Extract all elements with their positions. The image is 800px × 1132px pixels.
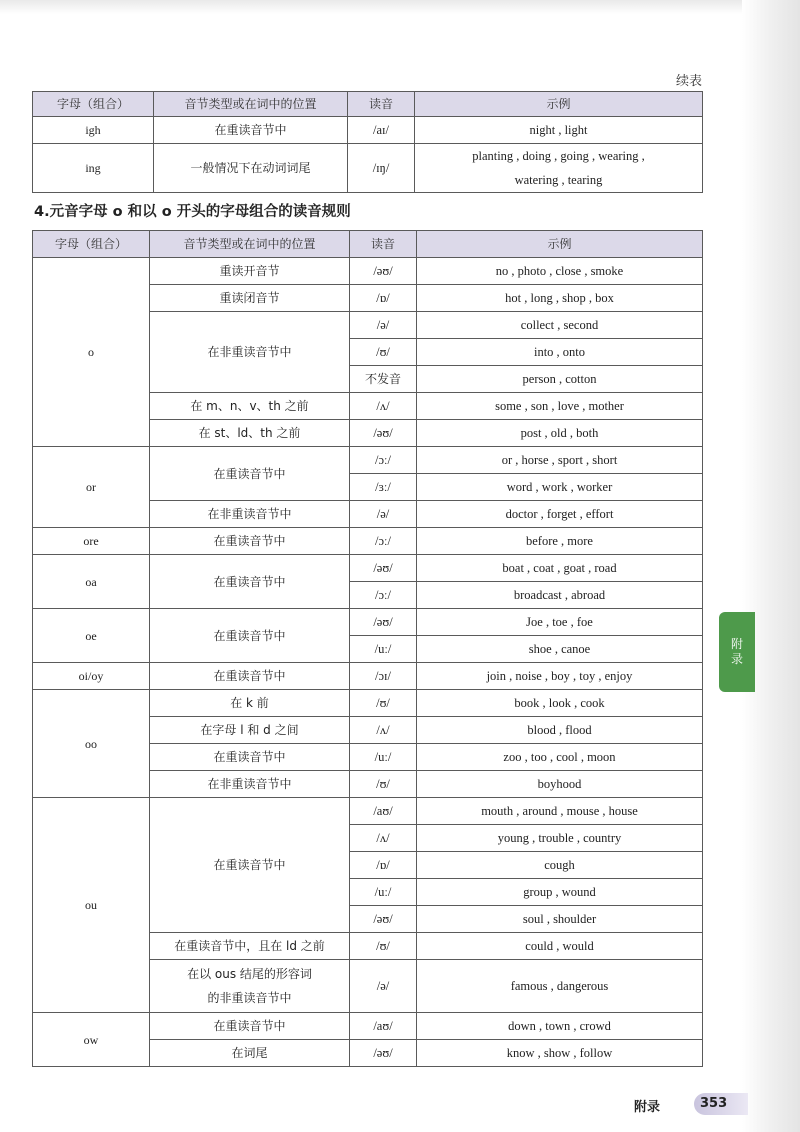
example-cell: know , show , follow [417,1040,703,1067]
sound-cell: /ɔː/ [350,528,417,555]
example-cell: cough [417,852,703,879]
sound-cell: /ɔː/ [350,582,417,609]
example-cell: before , more [417,528,703,555]
sound-cell: /ɜː/ [350,474,417,501]
position-cell: 在重读音节中 [150,609,350,663]
sound-cell: /aʊ/ [350,1013,417,1040]
table-row [33,528,703,555]
table-row [33,555,703,582]
position-cell: 在非重读音节中 [150,771,350,798]
sound-cell: /ʌ/ [350,717,417,744]
example-line: planting , doing , going , wearing , [472,149,645,163]
example-cell: join , noise , boy , toy , enjoy [417,663,703,690]
side-tab-char: 录 [730,652,743,666]
example-cell: blood , flood [417,717,703,744]
sound-cell: /əʊ/ [350,555,417,582]
letters-cell: oe [33,609,150,663]
sound-cell: /ʌ/ [350,825,417,852]
example-cell: zoo , too , cool , moon [417,744,703,771]
example-cell: hot , long , shop , box [417,285,703,312]
table-row [33,447,703,474]
table-header-row [33,231,703,258]
sound-cell: /ə/ [350,501,417,528]
table-o-rules [32,230,703,1067]
sound-cell: /aɪ/ [348,117,415,144]
example-cell: broadcast , abroad [417,582,703,609]
example-cell: shoe , canoe [417,636,703,663]
section-title: 4.元音字母 o 和以 o 开头的字母组合的读音规则 [34,204,351,220]
example-cell: boat , coat , goat , road [417,555,703,582]
col-header-position: 音节类型或在词中的位置 [154,92,348,117]
letters-cell: oi/oy [33,663,150,690]
appendix-side-tab[interactable] [719,612,755,692]
example-cell: down , town , crowd [417,1013,703,1040]
table-row [33,609,703,636]
position-cell: 在字母 l 和 d 之间 [150,717,350,744]
sound-cell: /uː/ [350,879,417,906]
col-header-example: 示例 [415,92,703,117]
position-cell: 在重读音节中 [150,555,350,609]
example-cell: post , old , both [417,420,703,447]
sound-cell: /ɔɪ/ [350,663,417,690]
position-cell: 一般情况下在动词词尾 [154,144,348,193]
sound-cell: /ɒ/ [350,852,417,879]
sound-cell: /ʊ/ [350,690,417,717]
sound-cell: /ʌ/ [350,393,417,420]
example-cell: young , trouble , country [417,825,703,852]
position-cell: 在重读音节中 [150,447,350,501]
continued-label: 续表 [676,74,703,89]
sound-cell: /uː/ [350,744,417,771]
letters-cell: ou [33,798,150,1013]
example-cell: could , would [417,933,703,960]
position-cell: 在重读音节中 [150,528,350,555]
position-line: 的非重读音节中 [207,991,292,1005]
col-header-letters: 字母（组合） [33,92,154,117]
position-cell: 在 k 前 [150,690,350,717]
position-cell: 在 st、ld、th 之前 [150,420,350,447]
sound-cell: /ʊ/ [350,339,417,366]
sound-cell: /ə/ [350,312,417,339]
example-cell: famous , dangerous [417,960,703,1013]
letters-cell: ore [33,528,150,555]
letters-cell: oo [33,690,150,798]
position-cell: 在重读音节中，且在 ld 之前 [150,933,350,960]
position-cell: 在非重读音节中 [150,501,350,528]
position-line: 在以 ous 结尾的形容词 [187,967,312,981]
example-cell: soul , shoulder [417,906,703,933]
col-header-position: 音节类型或在词中的位置 [150,231,350,258]
example-cell: group , wound [417,879,703,906]
sound-cell: /ɔː/ [350,447,417,474]
example-cell: collect , second [417,312,703,339]
position-cell: 在重读音节中 [150,798,350,933]
side-tab-char: 附 [730,637,743,651]
sound-cell: /əʊ/ [350,906,417,933]
sound-cell: /ɒ/ [350,285,417,312]
example-cell: no , photo , close , smoke [417,258,703,285]
table-row [33,144,703,193]
example-cell: into , onto [417,339,703,366]
sound-cell: /uː/ [350,636,417,663]
example-cell: word , work , worker [417,474,703,501]
sound-cell: 不发音 [350,366,417,393]
letters-cell: igh [33,117,154,144]
table-header-row [33,92,703,117]
page-edge-shadow [742,0,800,1132]
col-header-letters: 字母（组合） [33,231,150,258]
table-continued [32,91,703,193]
letters-cell: o [33,258,150,447]
position-cell: 在重读音节中 [150,744,350,771]
example-cell: book , look , cook [417,690,703,717]
table-row [33,690,703,717]
example-cell: person , cotton [417,366,703,393]
footer-section-label: 附录 [634,1100,661,1115]
example-line: watering , tearing [514,173,603,187]
position-cell: 重读开音节 [150,258,350,285]
example-cell: night , light [415,117,703,144]
position-cell [150,960,350,1013]
position-cell: 在重读音节中 [154,117,348,144]
letters-cell: ing [33,144,154,193]
sound-cell: /əʊ/ [350,420,417,447]
col-header-sound: 读音 [350,231,417,258]
position-cell: 在非重读音节中 [150,312,350,393]
letters-cell: ow [33,1013,150,1067]
letters-cell: oa [33,555,150,609]
table-row [33,663,703,690]
sound-cell: /əʊ/ [350,609,417,636]
sound-cell: /ə/ [350,960,417,1013]
table-row [33,798,703,825]
position-cell: 在重读音节中 [150,1013,350,1040]
example-cell: some , son , love , mother [417,393,703,420]
position-cell: 在词尾 [150,1040,350,1067]
example-cell: Joe , toe , foe [417,609,703,636]
example-cell [415,144,703,193]
example-cell: or , horse , sport , short [417,447,703,474]
letters-cell: or [33,447,150,528]
example-cell: doctor , forget , effort [417,501,703,528]
col-header-example: 示例 [417,231,703,258]
position-cell: 在 m、n、v、th 之前 [150,393,350,420]
sound-cell: /əʊ/ [350,258,417,285]
sound-cell: /ɪŋ/ [348,144,415,193]
page-number: 353 [694,1093,748,1115]
table-row [33,117,703,144]
sound-cell: /ʊ/ [350,771,417,798]
sound-cell: /ʊ/ [350,933,417,960]
position-cell: 重读闭音节 [150,285,350,312]
sound-cell: /əʊ/ [350,1040,417,1067]
example-cell: boyhood [417,771,703,798]
sound-cell: /aʊ/ [350,798,417,825]
col-header-sound: 读音 [348,92,415,117]
table-row [33,258,703,285]
table-row [33,1013,703,1040]
top-shade [0,0,800,14]
example-cell: mouth , around , mouse , house [417,798,703,825]
position-cell: 在重读音节中 [150,663,350,690]
